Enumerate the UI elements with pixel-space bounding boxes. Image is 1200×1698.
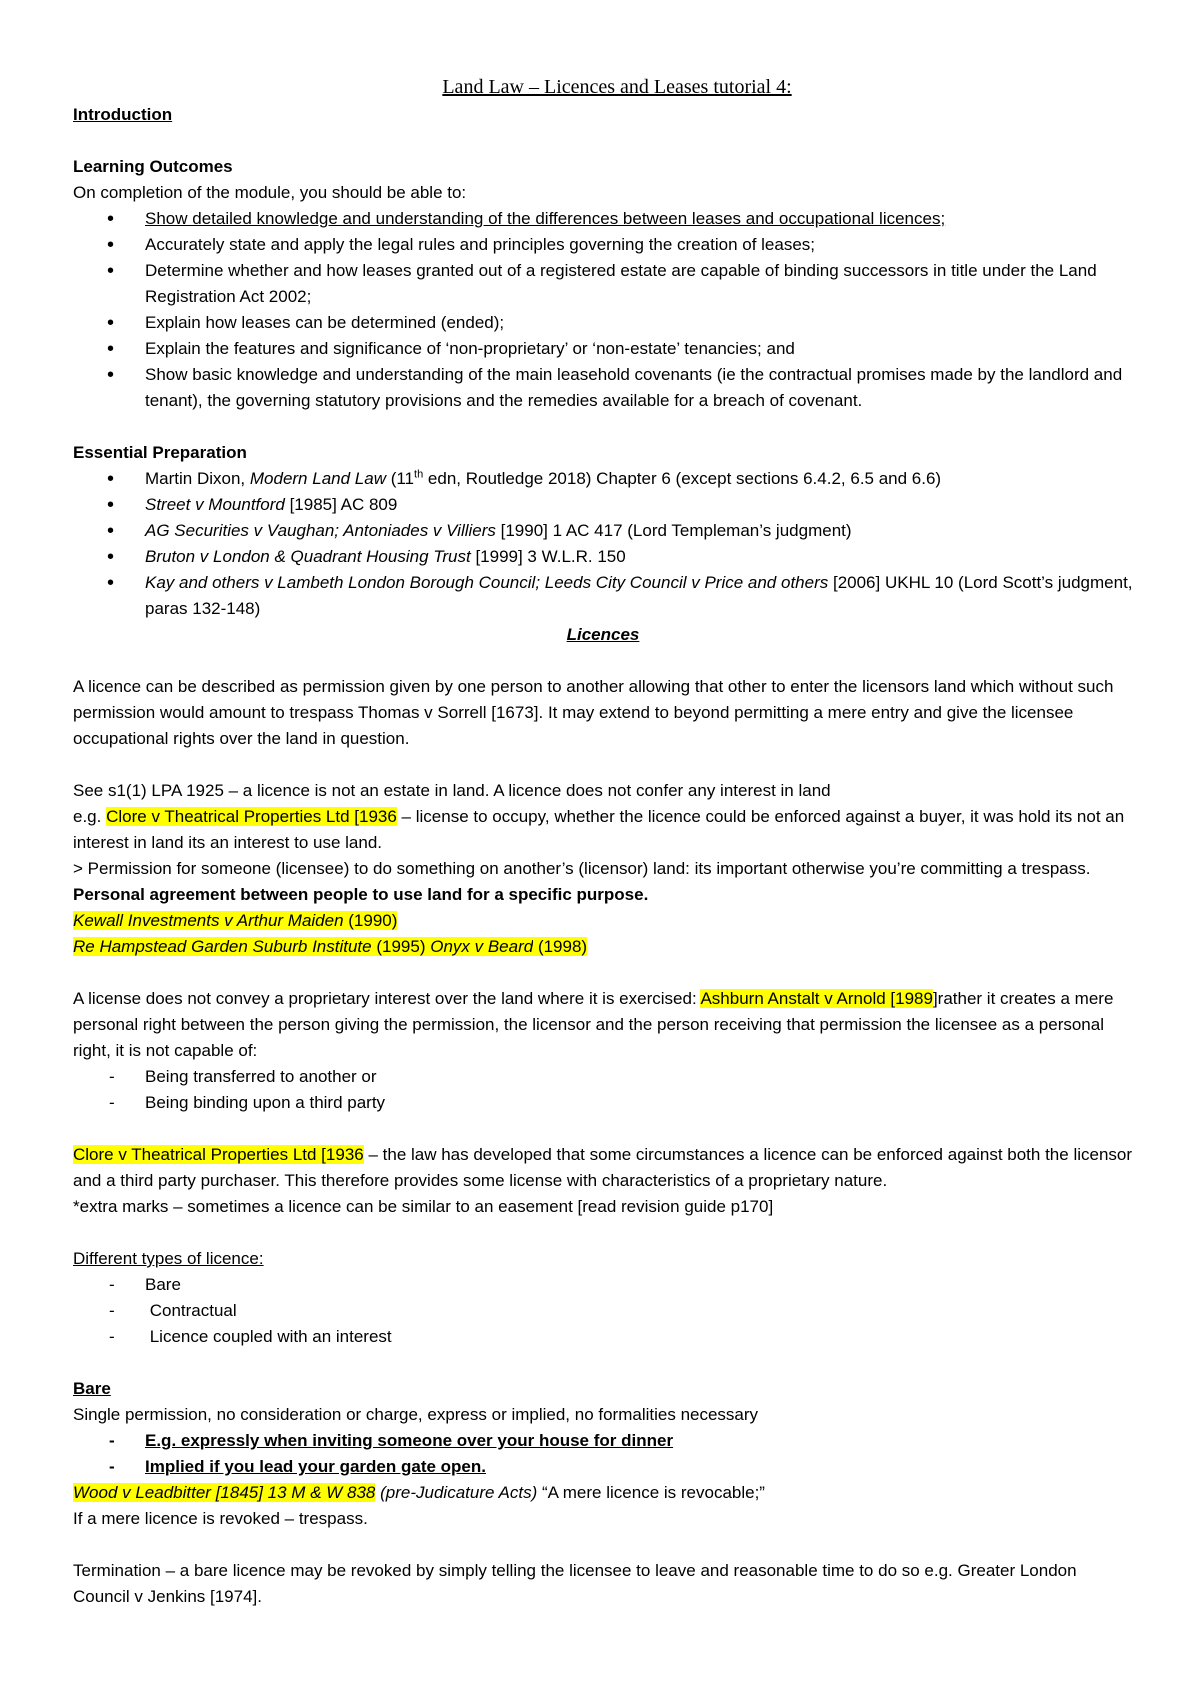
list-item: • Explain the features and significance of ‘non-proprietary’ or ‘non-estate’ tenancies; and (73, 336, 1133, 362)
highlighted-case: Clore v Theatrical Properties Ltd [1936 (73, 1145, 364, 1164)
highlighted-case: Ashburn Anstalt v Arnold [1989 (700, 989, 933, 1008)
highlighted-case: Re Hampstead Garden Suburb Institute (73, 937, 372, 956)
highlighted-case: Clore v Theatrical Properties Ltd [1936 (106, 807, 397, 826)
bare-description: Single permission, no consideration or charge, express or implied, no formalities necessary (73, 1405, 759, 1424)
list-item: - Being transferred to another or (73, 1064, 1133, 1090)
document-body (73, 72, 1133, 1610)
licence-types-list (73, 1272, 1133, 1350)
list-item: - E.g. expressly when inviting someone over your house for dinner (73, 1428, 1133, 1454)
proprietary-interest-paragraph: A license does not convey a proprietary interest over the land where it is exercised: Ashburn Anstalt v Arnold [1989]rather it creates a mere personal right between the person giving the permission, the licensor and the person receiving that permission the licensee as a personal right, it is not capable of: (73, 989, 1114, 1060)
list-item: • Show basic knowledge and understanding of the main leasehold covenants (ie the contractual promises made by the landlord and tenant), the governing statutory provisions and the remedies available for a breach of covenant. (73, 362, 1133, 414)
list-item: • Martin Dixon, Modern Land Law (11th edn, Routledge 2018) Chapter 6 (except sections 6.4.2, 6.5 and 6.6) (73, 466, 1133, 492)
highlighted-case: Wood v Leadbitter [1845] 13 M & W 838 (73, 1483, 376, 1502)
list-item: • AG Securities v Vaughan; Antoniades v Villiers [1990] 1 AC 417 (Lord Templeman’s judgment) (73, 518, 1133, 544)
termination-paragraph: Termination – a bare licence may be revoked by simply telling the licensee to leave and reasonable time to do so e.g. Greater London Council v Jenkins [1974]. (73, 1561, 1077, 1606)
extra-marks-note: *extra marks – sometimes a licence can be similar to an easement [read revision guide p170] (73, 1197, 774, 1216)
list-item: • Determine whether and how leases granted out of a registered estate are capable of binding successors in title under the Land Registration Act 2002; (73, 258, 1133, 310)
essential-preparation-list (73, 466, 1133, 622)
list-item: • Kay and others v Lambeth London Borough Council; Leeds City Council v Price and others [2006] UKHL 10 (Lord Scott’s judgment, paras 132-148) (73, 570, 1133, 622)
licence-definition-paragraph: A licence can be described as permission given by one person to another allowing that other to enter the licensors land which without such permission would amount to trespass Thomas v Sorrell [1673]. It may extend to beyond permitting a mere entry and give the licensee occupational rights over the land in question. (73, 677, 1114, 748)
list-item: • Street v Mountford [1985] AC 809 (73, 492, 1133, 518)
bare-heading: Bare (73, 1379, 111, 1398)
list-item: - Bare (73, 1272, 1133, 1298)
learning-outcomes-heading: Learning Outcomes (73, 157, 233, 176)
learning-outcomes-list (73, 206, 1133, 414)
highlighted-case: Kewall Investments v Arthur Maiden (73, 911, 344, 930)
bare-examples-list (73, 1428, 1133, 1480)
learning-outcomes-lead: On completion of the module, you should be able to: (73, 183, 467, 202)
enforcement-paragraph: Clore v Theatrical Properties Ltd [1936 – the law has developed that some circumstances a licence can be enforced against both the licensor and a third party purchaser. This therefore provides some license with characteristics of a proprietary nature. (73, 1145, 1133, 1190)
list-item: • Explain how leases can be determined (ended); (73, 310, 1133, 336)
list-item: - Licence coupled with an interest (73, 1324, 1133, 1350)
bare-case-line: Wood v Leadbitter [1845] 13 M & W 838 (pre-Judicature Acts) “A mere licence is revocable;” (73, 1483, 765, 1502)
essential-preparation-heading: Essential Preparation (73, 443, 247, 462)
licence-estate-paragraph: See s1(1) LPA 1925 – a licence is not an estate in land. A licence does not confer any interest in land e.g. Clore v Theatrical Properties Ltd [1936 – license to occupy, whether the licence could be enforced against a buyer, it was hold its not an interest in land its an interest to use land. > Permission for someone (licensee) to do something on another’s (licensor) land: its important otherwise you’re committing a trespass. Personal agreement between people to use land for a specific purpose. Kewall Investments v Arthur Maiden (1990) Re Hampstead Garden Suburb Institute (1995) Onyx v Beard (1998) (73, 781, 1125, 956)
list-item: - Implied if you lead your garden gate open. (73, 1454, 1133, 1480)
list-item: • Accurately state and apply the legal rules and principles governing the creation of leases; (73, 232, 1133, 258)
list-item: - Contractual (73, 1298, 1133, 1324)
page-title: Land Law – Licences and Leases tutorial 4: (442, 76, 792, 98)
licences-heading: Licences (566, 625, 640, 644)
not-capable-list (73, 1064, 1133, 1116)
list-item: • Bruton v London & Quadrant Housing Trust [1999] 3 W.L.R. 150 (73, 544, 1133, 570)
bare-revoked-line: If a mere licence is revoked – trespass. (73, 1509, 368, 1528)
list-item: • Show detailed knowledge and understanding of the differences between leases and occupational licences; (73, 206, 1133, 232)
list-item: - Being binding upon a third party (73, 1090, 1133, 1116)
intro-heading: Introduction (73, 105, 173, 124)
licence-types-heading: Different types of licence: (73, 1249, 264, 1268)
